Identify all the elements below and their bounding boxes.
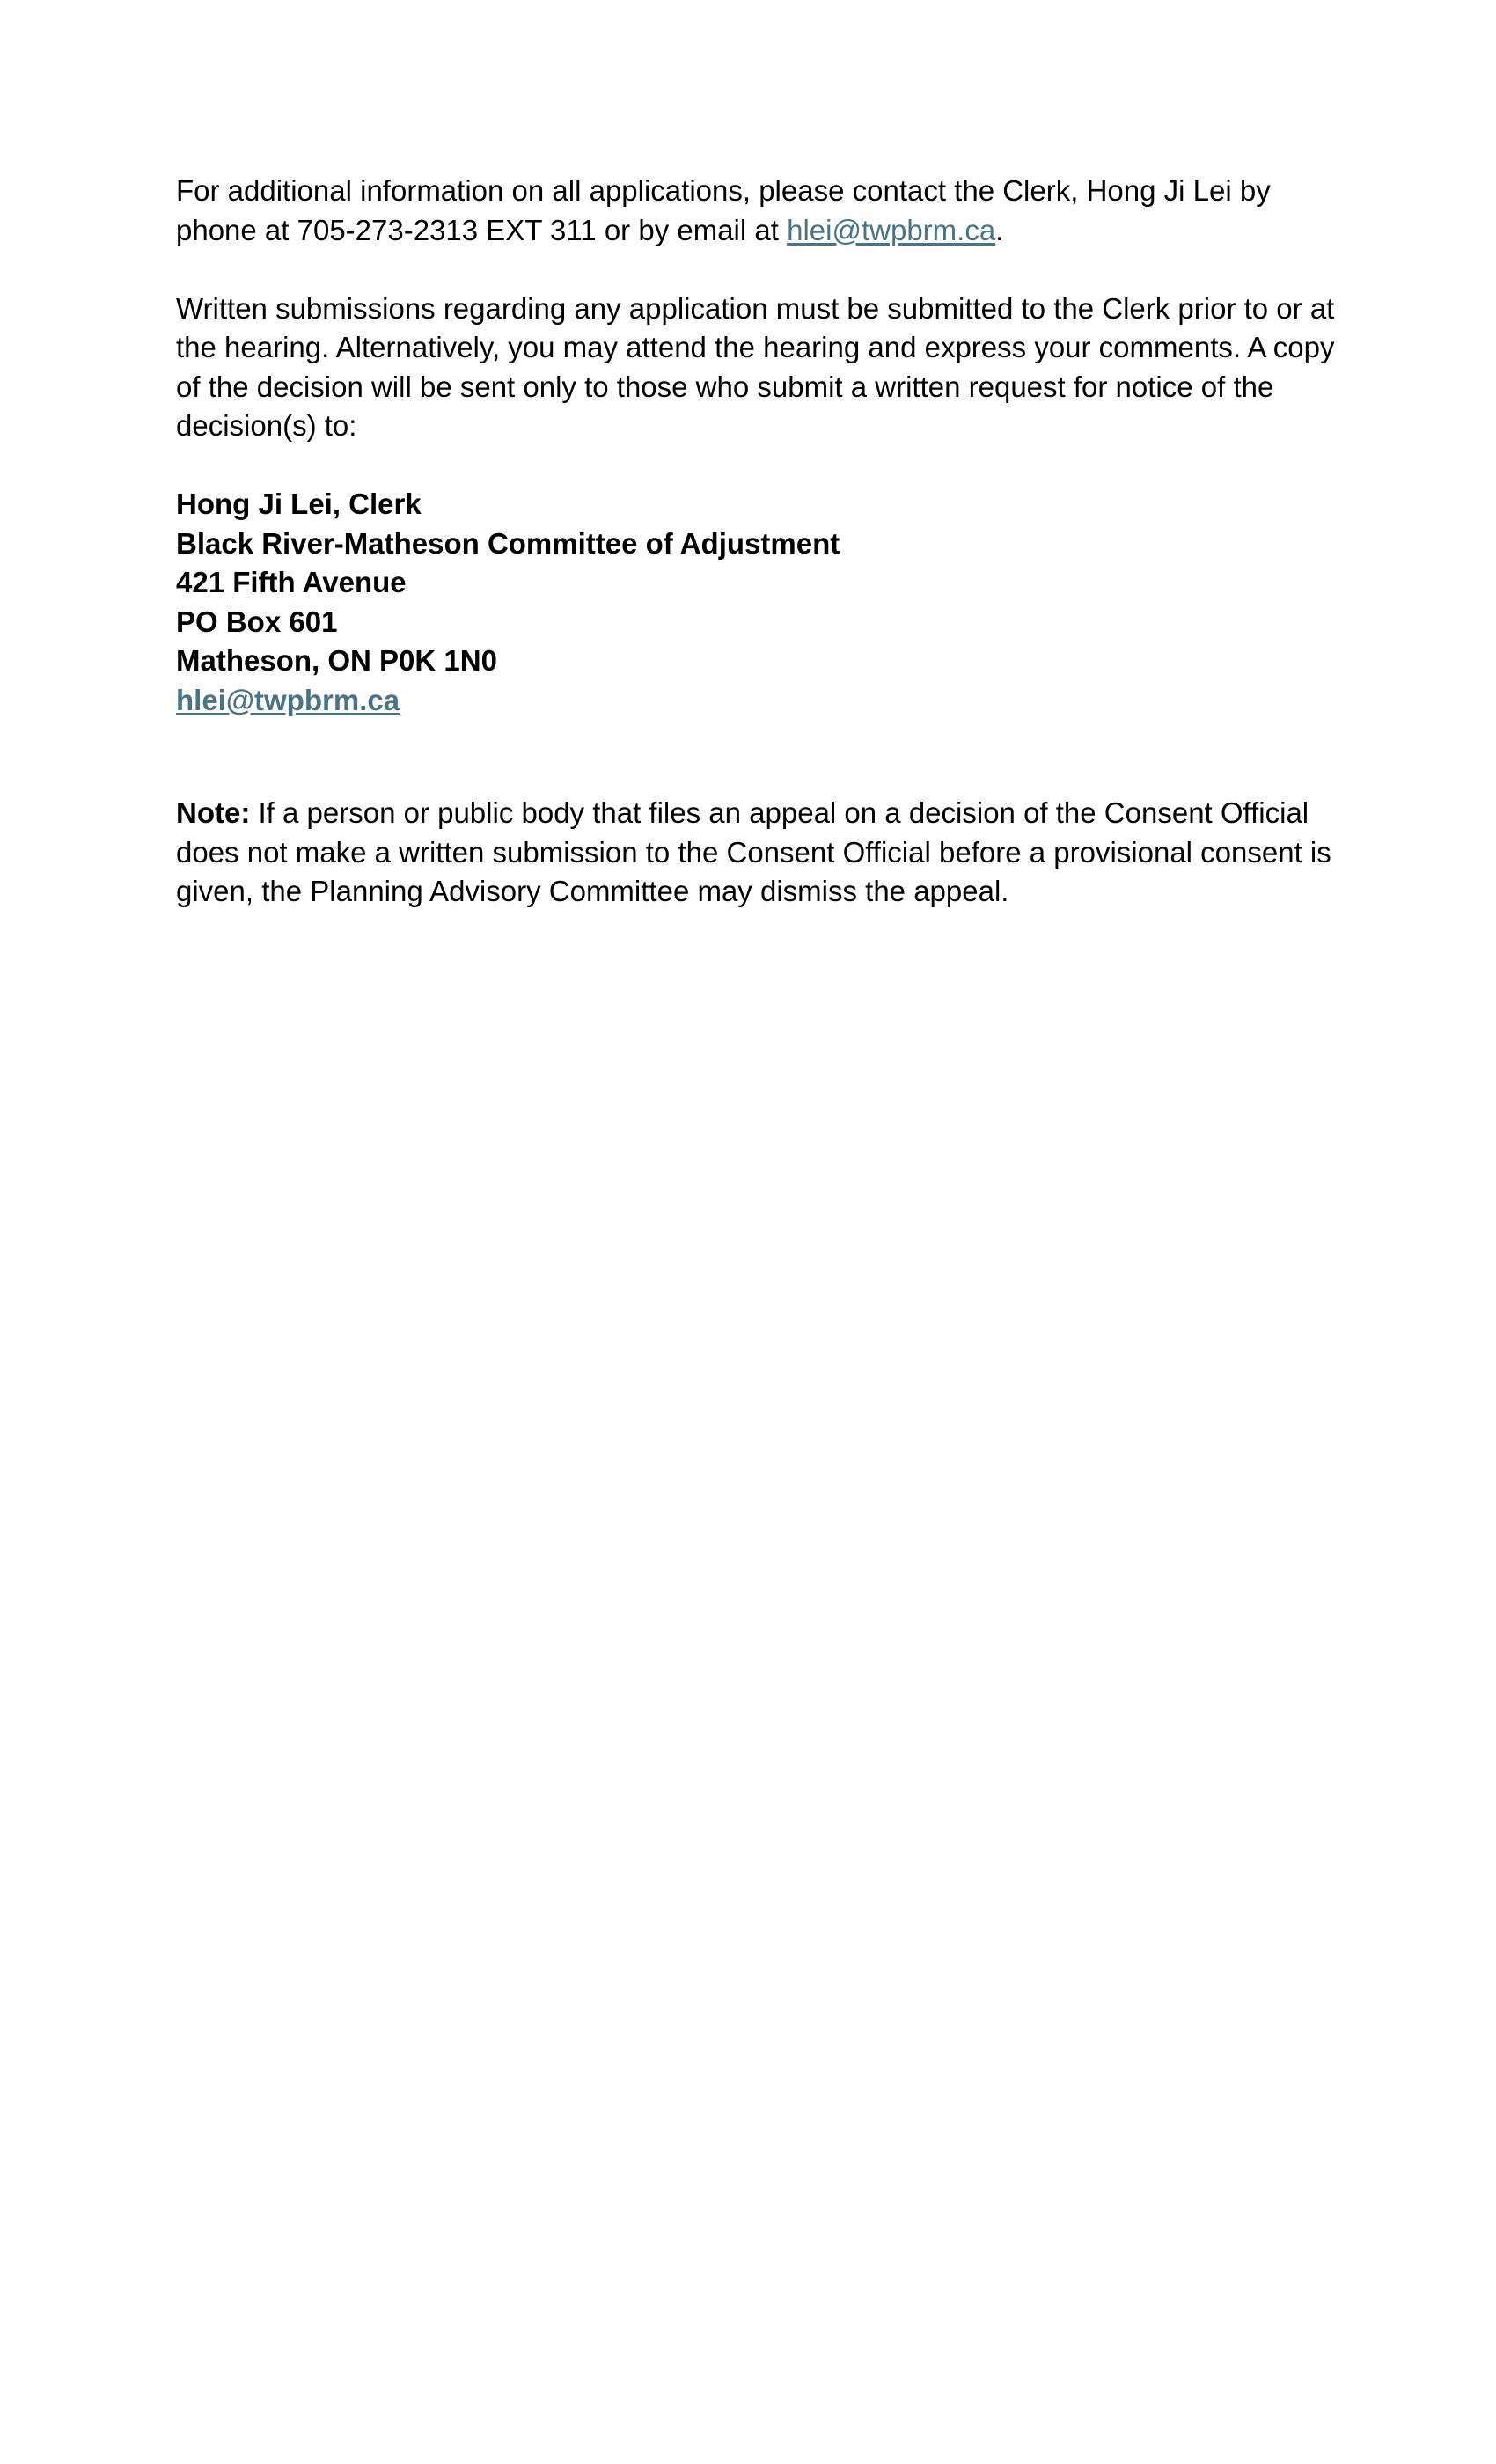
- note-text: If a person or public body that files an appeal on a decision of the Consent Official does not make a written submission to the Consent Official before a provisional consent is given, the Planning Advisory Committee may dismiss the appeal.: [176, 796, 1331, 907]
- spacer: [176, 446, 1338, 486]
- clerk-email-link[interactable]: hlei@twpbrm.ca: [176, 683, 400, 716]
- note-paragraph: [176, 794, 1338, 912]
- note-label: Note:: [176, 796, 251, 829]
- spacer: [176, 720, 1338, 794]
- intro-text-end: .: [995, 213, 1004, 246]
- intro-email-link[interactable]: hlei@twpbrm.ca: [787, 213, 996, 246]
- intro-text: For additional information on all applications, please contact the Clerk, Hong Ji Lei by phone at 705-273-2313 EXT 311 or by email at: [176, 174, 1271, 246]
- clerk-city: Matheson, ON P0K 1N0: [176, 644, 497, 677]
- clerk-organization: Black River-Matheson Committee of Adjustment: [176, 526, 840, 560]
- intro-paragraph: [176, 172, 1338, 250]
- clerk-street: 421 Fifth Avenue: [176, 566, 407, 598]
- clerk-address-block: [176, 485, 1338, 720]
- clerk-po-box: PO Box 601: [176, 605, 338, 638]
- document-page: [176, 172, 1338, 912]
- submissions-paragraph: Written submissions regarding any application must be submitted to the Clerk prior to or at the hearing. Alternatively, you may attend the hearing and express your comments. A copy of the decision will be sent only to those who submit a written request for notice of the decision(s) to:: [176, 291, 1335, 442]
- spacer: [176, 250, 1338, 290]
- clerk-name: Hong Ji Lei, Clerk: [176, 488, 422, 520]
